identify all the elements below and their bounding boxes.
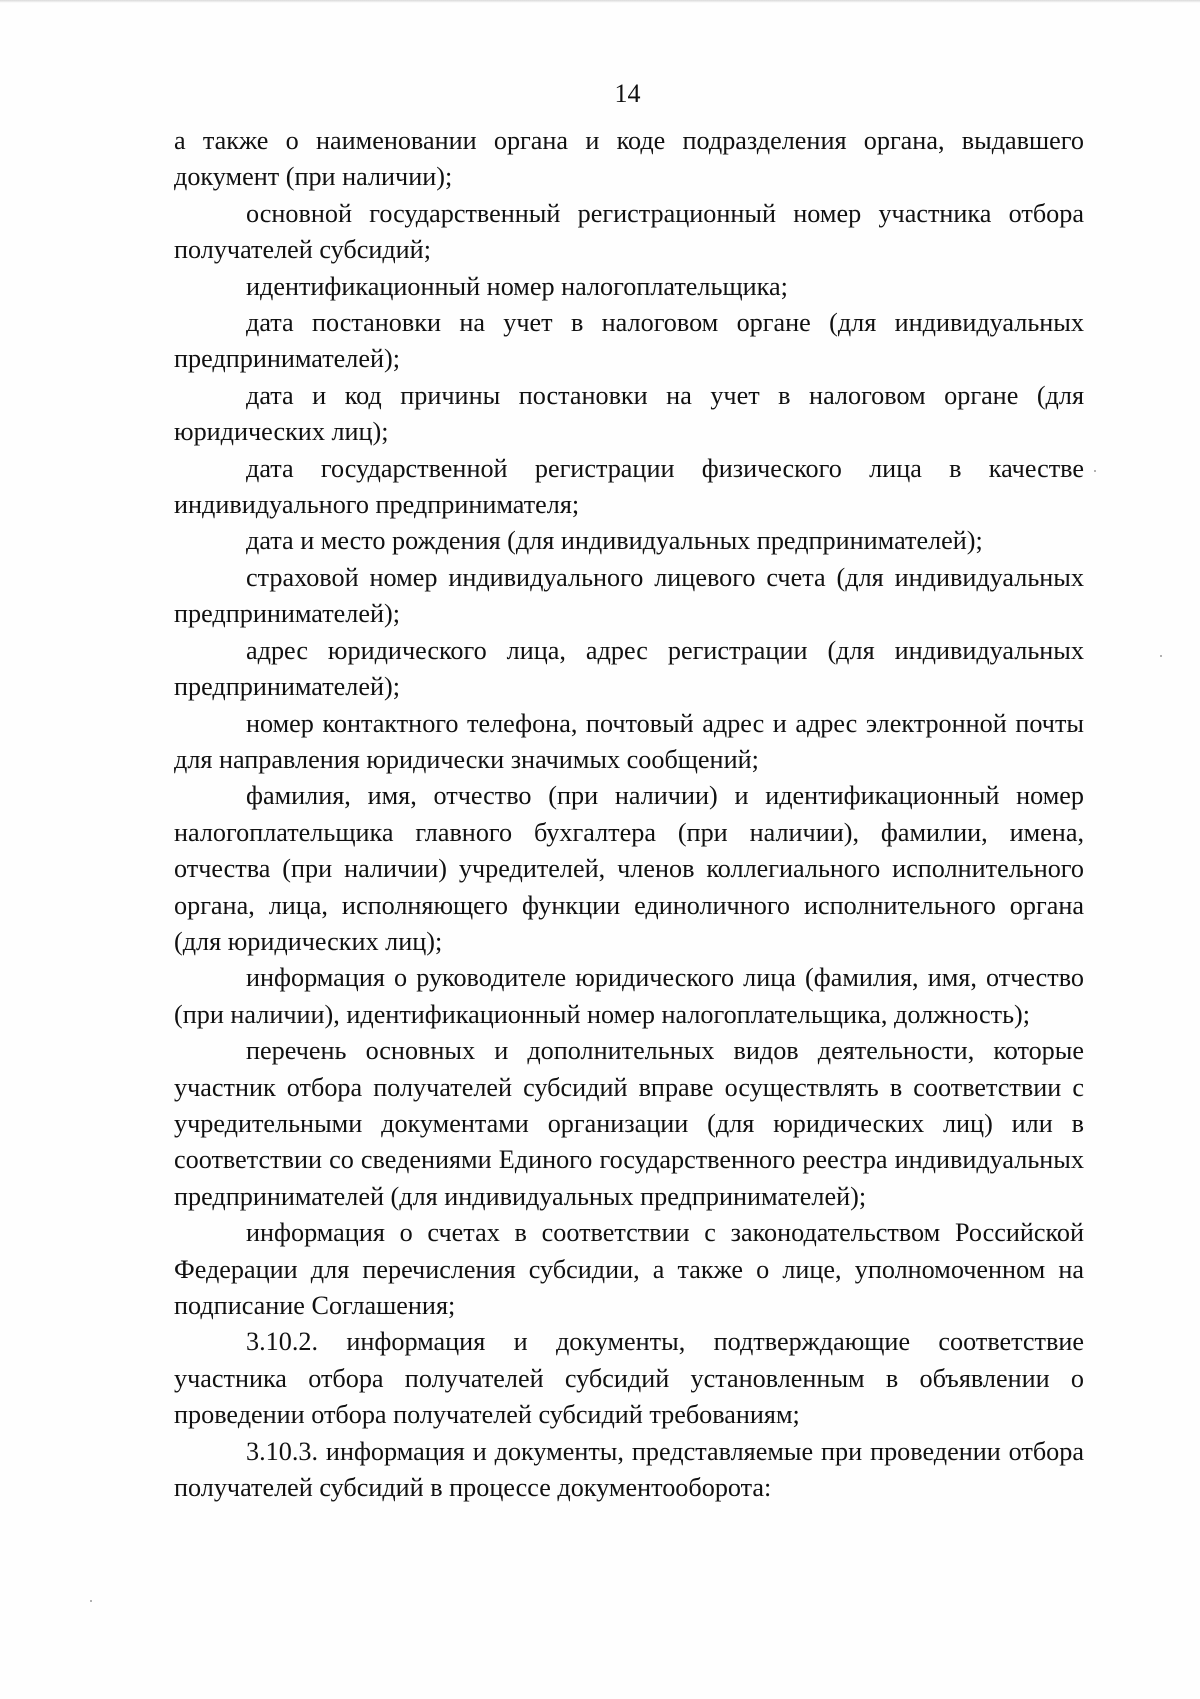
paragraph: информация о счетах в соответствии с законодательством Российской Федерации для перечисления субсидии, а также о лице, уполномоченном на подписание Соглашения; [174, 1218, 1084, 1320]
scan-speck [1094, 470, 1096, 472]
paragraph: фамилия, имя, отчество (при наличии) и идентификационный номер налогоплательщика главного бухгалтера (при наличии), фамилии, имена, отчества (при наличии) учредителей, членов коллегиального исполнительного органа, лица, исполняющего функции единоличного исполнительного органа (для юридических лиц); [174, 781, 1084, 956]
paragraph: а также о наименовании органа и коде подразделения органа, выдавшего документ (при наличии); [174, 126, 1084, 192]
paragraph: информация о руководителе юридического лица (фамилия, имя, отчество (при наличии), идентификационный номер налогоплательщика, должность); [174, 963, 1084, 1029]
paragraph: дата государственной регистрации физического лица в качестве индивидуального предпринимателя; [174, 453, 1084, 520]
document-body [174, 123, 1084, 1506]
paragraph: адрес юридического лица, адрес регистрации (для индивидуальных предпринимателей); [174, 635, 1084, 702]
section-paragraph-3-10-3: 3.10.3. информация и документы, представляемые при проведении отбора получателей субсидий в процессе документооборота: [174, 1436, 1084, 1503]
section-paragraph-3-10-2: 3.10.2. информация и документы, подтверждающие соответствие участника отбора получателей субсидий установленным в объявлении о проведении отбора получателей субсидий требованиям; [174, 1327, 1084, 1430]
paragraph: дата и место рождения (для индивидуальных предпринимателей); [246, 526, 983, 556]
paragraph: номер контактного телефона, почтовый адрес и адрес электронной почты для направления юридически значимых сообщений; [174, 708, 1084, 774]
paragraph: дата и код причины постановки на учет в налоговом органе (для юридических лиц); [174, 380, 1084, 447]
paragraph: идентификационный номер налогоплательщика; [246, 271, 788, 301]
paragraph: основной государственный регистрационный номер участника отбора получателей субсидий; [174, 198, 1084, 265]
scan-speck [90, 1600, 92, 1602]
scan-top-edge [0, 0, 1200, 3]
page-number: 14 [614, 79, 641, 108]
scan-speck [1160, 655, 1162, 657]
paragraph: перечень основных и дополнительных видов деятельности, которые участник отбора получателей субсидий вправе осуществлять в соответствии с учредительными документами организации (для юридических лиц) или в соответствии со сведениями Единого государственного реестра индивидуальных предпринимателей (для индивидуальных предпринимателей); [174, 1036, 1084, 1211]
paragraph: дата постановки на учет в налоговом органе (для индивидуальных предпринимателей); [174, 308, 1084, 374]
paragraph: страховой номер индивидуального лицевого счета (для индивидуальных предпринимателей); [174, 562, 1084, 629]
